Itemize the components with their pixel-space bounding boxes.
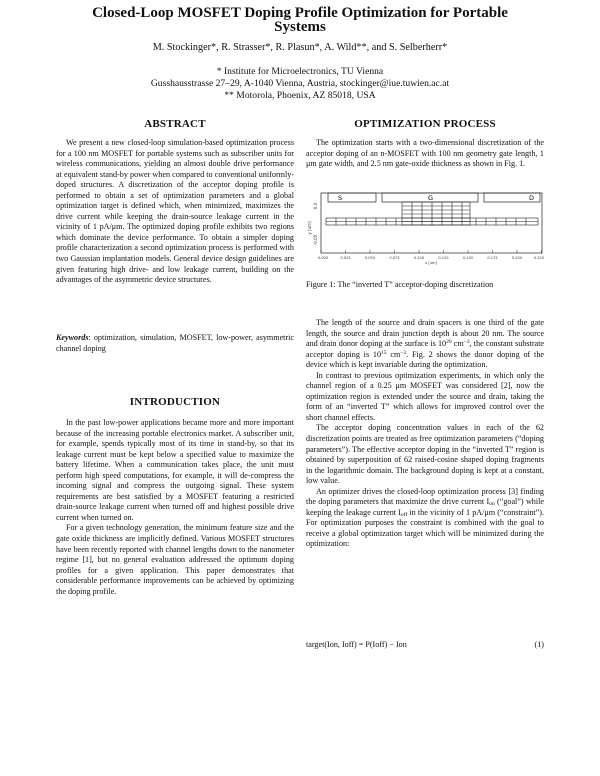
optimization-body bbox=[306, 318, 544, 550]
introduction-paragraph-2: For a given technology generation, the minimum feature size and the gate oxide thickness are implicitly defined. Various MOSFET structures have been recently reported with channel lengths down to the nanometer regime [1], but no general evaluation addressed the optimum doping profiles for a given application. This paper demonstrates that considerable performance improvements can be achieved by optimizing the doping profile. bbox=[56, 523, 294, 596]
optimization-paragraph-1: The optimization starts with a two-dimensional discretization of the acceptor doping of an n-MOSFET with 100 nm geometry gate length, 1 μm gate width, and 2.5 nm gate-oxide thickness as shown in Fig. 1. bbox=[306, 138, 544, 169]
x-tick-3: 0.075 bbox=[389, 256, 400, 260]
y-axis-label: y [um] bbox=[307, 221, 312, 235]
abstract-body bbox=[56, 138, 294, 286]
abstract-text: We present a new closed-loop simulation-based optimization process for a 100 nm MOSFET for portable systems such as subscriber units for wireless communications, yielding an almost double drive performance at equivalent stand-by power when compared to conventional uniformly-doped structures. A discretization of the acceptor doping profile is performed to obtain a set of optimization parameters and a global optimization target is defined which, when minimized, maximizes the drive current while keeping the drain-source leakage current in the vicinity of 1 pA/μm. The optimized doping profile exhibits two regions which dominate the device performance. To obtain a simpler doping profile characterization a second optimization process is performed with two Gaussian implantation models. General device design guidelines are given featuring high drive- and low leakage current, building on the advantages of the asymmetric device structures. bbox=[56, 138, 294, 285]
keywords-label: Keywords bbox=[56, 333, 89, 342]
figure-1-diagram bbox=[306, 188, 546, 268]
optimization-paragraph-3: In contrast to previous optimization experiments, in which only the channel region of a 0.25 μm MOSFET was considered [2], now the optimization region is extended under the source and drain, taking the form of an “inverted T” which allows for improved control over the short channel effects. bbox=[306, 370, 544, 422]
affiliation-motorola: ** Motorola, Phoenix, AZ 85018, USA bbox=[224, 90, 376, 101]
paper-title bbox=[40, 6, 560, 34]
title-line-2: Systems bbox=[274, 19, 326, 35]
keywords bbox=[56, 333, 294, 354]
x-tick-6: 0.150 bbox=[462, 256, 474, 260]
x-tick-8: 0.200 bbox=[511, 256, 523, 260]
gate-label: G bbox=[428, 194, 434, 202]
x-tick-0: 0.000 bbox=[317, 256, 329, 260]
y-tick-bottom: -0.05 bbox=[313, 234, 318, 246]
x-tick-2: 0.050 bbox=[364, 256, 376, 260]
author-list: M. Stockinger*, R. Strasser*, R. Plasun*, A. Wild**, and S. Selberherr* bbox=[152, 42, 448, 53]
introduction-paragraph-1: In the past low-power applications became more and more important because of the increasing portable electronics market. A subscriber unit, for example, spends typically most of its time in stand-by, so that its leakage current must be kept below a specified value to maximize the battery lifetime. When a communication takes place, the unit must perform high speed computations, for example, it will de-compress the incoming signal and compress the outgoing signal. These system requirements are best satisfied by a MOSFET featuring a restricted drain-source leakage current when turned off and highest possible drive current when turned on. bbox=[56, 418, 294, 522]
abstract-heading: ABSTRACT bbox=[144, 118, 206, 130]
equation-number: (1) bbox=[534, 640, 544, 649]
x-axis-label: x [um] bbox=[425, 261, 437, 265]
optimization-paragraph-4: The acceptor doping concentration values in each of the 62 discretization points are treated as free optimization parameters (“doping parameters”). The effective acceptor doping in the “inverted T” region is obtained by superposition of 62 raised-cosine shaped doping fragments in the logarithmic domain. The background doping is kept at a constant, low value. bbox=[306, 423, 544, 486]
figure-1-caption: Figure 1: The “inverted T” acceptor-doping discretization bbox=[306, 280, 494, 289]
x-axis-ticks bbox=[321, 250, 542, 253]
introduction-heading: INTRODUCTION bbox=[129, 396, 221, 408]
drain-label: D bbox=[529, 194, 535, 202]
affiliation-address: Gusshausstrasse 27–29, A-1040 Vienna, Austria, stockinger@iue.tuwien.ac.at bbox=[150, 78, 450, 89]
keywords-text: : optimization, simulation, MOSFET, low-power, asymmetric channel doping bbox=[56, 333, 294, 353]
affiliation-tu-vienna: * Institute for Microelectronics, TU Vienna bbox=[216, 66, 384, 77]
x-tick-7: 0.175 bbox=[487, 256, 498, 260]
equation-1 bbox=[306, 640, 544, 649]
x-tick-9: 0.225 bbox=[533, 256, 545, 260]
source-label: S bbox=[338, 194, 343, 202]
inverted-t-grid bbox=[326, 202, 538, 225]
optimization-heading: OPTIMIZATION PROCESS bbox=[354, 118, 496, 130]
title-line-1: Closed-Loop MOSFET Doping Profile Optimization for Portable bbox=[92, 5, 508, 21]
optimization-paragraph-2: The length of the source and drain spacers is one third of the gate length, the source and drain junction depth is about 20 nm. The source and drain donor doping at the surface is $10^{20}$ $cm^{-3}$, the constant substrate acceptor doping is $10^{15}$ $cm^{-3}$. Fig. 2 shows the donor doping of the device which is kept invariable during the optimization. bbox=[306, 318, 545, 370]
equation-text: target(Ion, Ioff) = P(Ioff) − Ion bbox=[306, 640, 407, 649]
optimization-intro bbox=[306, 138, 544, 170]
y-tick-top: 0.0 bbox=[313, 202, 318, 210]
introduction-body bbox=[56, 418, 294, 597]
source-contact bbox=[328, 193, 376, 202]
x-tick-5: 0.125 bbox=[438, 256, 449, 260]
x-tick-4: 0.100 bbox=[413, 256, 425, 260]
x-tick-1: 0.025 bbox=[340, 256, 351, 260]
optimization-paragraph-5: An optimizer drives the closed-loop optimization process [3] finding the doping parameters that maximize the drive current $I_{on}$ (“goal”) while keeping the leakage current $I_{off}$ in the vicinity of 1 pA/μm (“constraint”). For optimization purposes the constraint is combined with the goal to receive a global optimization target which will be minimized during the optimization: bbox=[306, 486, 544, 549]
